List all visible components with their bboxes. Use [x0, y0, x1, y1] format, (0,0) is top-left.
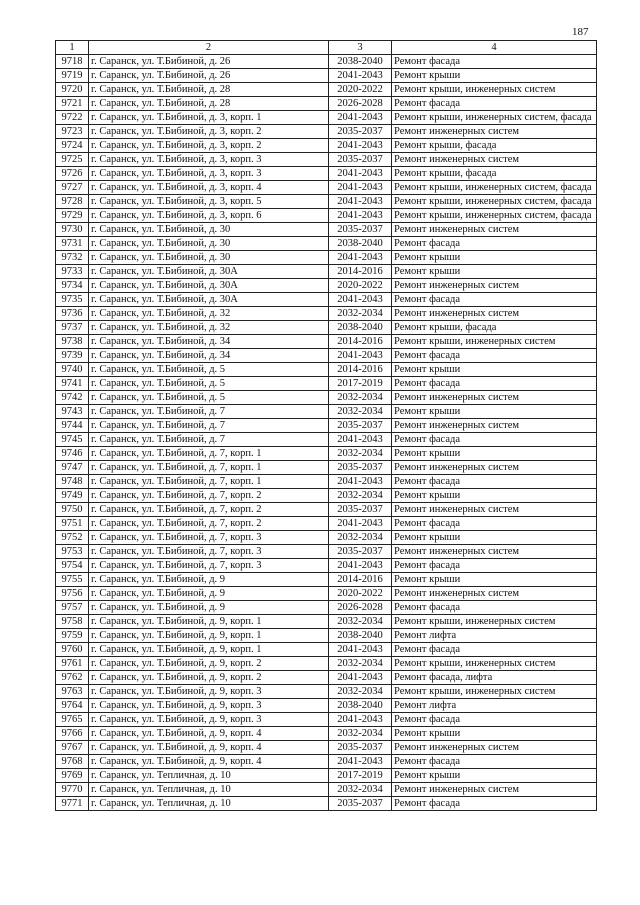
- row-number-cell: 9759: [56, 629, 89, 643]
- row-number-cell: 9751: [56, 517, 89, 531]
- work-type-cell: Ремонт крыши: [392, 405, 597, 419]
- row-number-cell: 9750: [56, 503, 89, 517]
- table-row: [56, 531, 597, 545]
- address-cell: г. Саранск, ул. Т.Бибиной, д. 9, корп. 1: [89, 615, 329, 629]
- period-cell: 2032-2034: [329, 657, 392, 671]
- address-cell: г. Саранск, ул. Т.Бибиной, д. 9, корп. 3: [89, 713, 329, 727]
- address-cell: г. Саранск, ул. Т.Бибиной, д. 9: [89, 601, 329, 615]
- table-row: [56, 377, 597, 391]
- address-cell: г. Саранск, ул. Т.Бибиной, д. 9, корп. 3: [89, 699, 329, 713]
- table-row: [56, 363, 597, 377]
- address-cell: г. Саранск, ул. Т.Бибиной, д. 9, корп. 4: [89, 755, 329, 769]
- table-row: [56, 265, 597, 279]
- row-number-cell: 9748: [56, 475, 89, 489]
- period-cell: 2035-2037: [329, 153, 392, 167]
- address-cell: г. Саранск, ул. Т.Бибиной, д. 3, корп. 6: [89, 209, 329, 223]
- work-type-cell: Ремонт фасада: [392, 559, 597, 573]
- row-number-cell: 9752: [56, 531, 89, 545]
- period-cell: 2041-2043: [329, 111, 392, 125]
- header-cell-1: 1: [56, 41, 89, 55]
- period-cell: 2017-2019: [329, 377, 392, 391]
- table-row: [56, 307, 597, 321]
- header-cell-2: 2: [89, 41, 329, 55]
- row-number-cell: 9718: [56, 55, 89, 69]
- period-cell: 2014-2016: [329, 335, 392, 349]
- row-number-cell: 9729: [56, 209, 89, 223]
- work-type-cell: Ремонт инженерных систем: [392, 587, 597, 601]
- period-cell: 2020-2022: [329, 83, 392, 97]
- row-number-cell: 9760: [56, 643, 89, 657]
- row-number-cell: 9723: [56, 125, 89, 139]
- address-cell: г. Саранск, ул. Т.Бибиной, д. 7, корп. 3: [89, 559, 329, 573]
- period-cell: 2035-2037: [329, 461, 392, 475]
- period-cell: 2041-2043: [329, 433, 392, 447]
- table-row: [56, 783, 597, 797]
- work-type-cell: Ремонт инженерных систем: [392, 461, 597, 475]
- address-cell: г. Саранск, ул. Т.Бибиной, д. 5: [89, 377, 329, 391]
- row-number-cell: 9731: [56, 237, 89, 251]
- row-number-cell: 9755: [56, 573, 89, 587]
- address-cell: г. Саранск, ул. Т.Бибиной, д. 7: [89, 405, 329, 419]
- period-cell: 2041-2043: [329, 69, 392, 83]
- table-row: [56, 475, 597, 489]
- row-number-cell: 9766: [56, 727, 89, 741]
- work-type-cell: Ремонт фасада: [392, 797, 597, 811]
- address-cell: г. Саранск, ул. Т.Бибиной, д. 3, корп. 5: [89, 195, 329, 209]
- period-cell: 2035-2037: [329, 741, 392, 755]
- period-cell: 2038-2040: [329, 237, 392, 251]
- row-number-cell: 9743: [56, 405, 89, 419]
- period-cell: 2041-2043: [329, 349, 392, 363]
- work-type-cell: Ремонт инженерных систем: [392, 153, 597, 167]
- table-row: [56, 559, 597, 573]
- period-cell: 2041-2043: [329, 195, 392, 209]
- row-number-cell: 9720: [56, 83, 89, 97]
- row-number-cell: 9730: [56, 223, 89, 237]
- period-cell: 2035-2037: [329, 223, 392, 237]
- address-cell: г. Саранск, ул. Т.Бибиной, д. 30: [89, 251, 329, 265]
- work-type-cell: Ремонт инженерных систем: [392, 391, 597, 405]
- work-type-cell: Ремонт лифта: [392, 629, 597, 643]
- work-type-cell: Ремонт фасада: [392, 713, 597, 727]
- row-number-cell: 9744: [56, 419, 89, 433]
- period-cell: 2035-2037: [329, 545, 392, 559]
- table-row: [56, 97, 597, 111]
- work-type-cell: Ремонт фасада: [392, 475, 597, 489]
- table-row: [56, 601, 597, 615]
- table-row: [56, 713, 597, 727]
- work-type-cell: Ремонт крыши, инженерных систем, фасада: [392, 195, 597, 209]
- row-number-cell: 9740: [56, 363, 89, 377]
- row-number-cell: 9736: [56, 307, 89, 321]
- period-cell: 2032-2034: [329, 531, 392, 545]
- table-row: [56, 195, 597, 209]
- period-cell: 2038-2040: [329, 321, 392, 335]
- work-type-cell: Ремонт крыши, инженерных систем: [392, 335, 597, 349]
- row-number-cell: 9735: [56, 293, 89, 307]
- table-row: [56, 797, 597, 811]
- address-cell: г. Саранск, ул. Т.Бибиной, д. 7, корп. 3: [89, 545, 329, 559]
- period-cell: 2032-2034: [329, 685, 392, 699]
- period-cell: 2032-2034: [329, 615, 392, 629]
- period-cell: 2035-2037: [329, 503, 392, 517]
- work-type-cell: Ремонт фасада: [392, 55, 597, 69]
- address-cell: г. Саранск, ул. Т.Бибиной, д. 26: [89, 55, 329, 69]
- row-number-cell: 9768: [56, 755, 89, 769]
- address-cell: г. Саранск, ул. Т.Бибиной, д. 3, корп. 1: [89, 111, 329, 125]
- period-cell: 2032-2034: [329, 405, 392, 419]
- row-number-cell: 9732: [56, 251, 89, 265]
- work-type-cell: Ремонт инженерных систем: [392, 279, 597, 293]
- period-cell: 2032-2034: [329, 447, 392, 461]
- period-cell: 2041-2043: [329, 559, 392, 573]
- period-cell: 2020-2022: [329, 279, 392, 293]
- table-row: [56, 545, 597, 559]
- work-type-cell: Ремонт фасада: [392, 237, 597, 251]
- row-number-cell: 9754: [56, 559, 89, 573]
- address-cell: г. Саранск, ул. Т.Бибиной, д. 9, корп. 1: [89, 629, 329, 643]
- address-cell: г. Саранск, ул. Т.Бибиной, д. 30А: [89, 293, 329, 307]
- address-cell: г. Саранск, ул. Т.Бибиной, д. 7, корп. 3: [89, 531, 329, 545]
- work-type-cell: Ремонт крыши: [392, 251, 597, 265]
- table-row: [56, 237, 597, 251]
- table-row: [56, 727, 597, 741]
- period-cell: 2038-2040: [329, 699, 392, 713]
- work-type-cell: Ремонт крыши, фасада: [392, 139, 597, 153]
- work-type-cell: Ремонт фасада: [392, 601, 597, 615]
- work-type-cell: Ремонт фасада: [392, 755, 597, 769]
- header-cell-3: 3: [329, 41, 392, 55]
- period-cell: 2032-2034: [329, 489, 392, 503]
- table-row: [56, 391, 597, 405]
- work-type-cell: Ремонт крыши, инженерных систем: [392, 657, 597, 671]
- period-cell: 2014-2016: [329, 573, 392, 587]
- work-type-cell: Ремонт фасада: [392, 517, 597, 531]
- table-row: [56, 629, 597, 643]
- period-cell: 2035-2037: [329, 125, 392, 139]
- period-cell: 2032-2034: [329, 307, 392, 321]
- row-number-cell: 9741: [56, 377, 89, 391]
- row-number-cell: 9739: [56, 349, 89, 363]
- address-cell: г. Саранск, ул. Тепличная, д. 10: [89, 797, 329, 811]
- period-cell: 2041-2043: [329, 251, 392, 265]
- address-cell: г. Саранск, ул. Т.Бибиной, д. 9, корп. 3: [89, 685, 329, 699]
- table-body: [56, 55, 597, 811]
- address-cell: г. Саранск, ул. Т.Бибиной, д. 9, корп. 2: [89, 671, 329, 685]
- table-row: [56, 657, 597, 671]
- period-cell: 2020-2022: [329, 587, 392, 601]
- period-cell: 2041-2043: [329, 713, 392, 727]
- address-cell: г. Саранск, ул. Т.Бибиной, д. 26: [89, 69, 329, 83]
- row-number-cell: 9749: [56, 489, 89, 503]
- address-cell: г. Саранск, ул. Т.Бибиной, д. 5: [89, 391, 329, 405]
- table-row: [56, 671, 597, 685]
- address-cell: г. Саранск, ул. Т.Бибиной, д. 9: [89, 587, 329, 601]
- table-row: [56, 321, 597, 335]
- period-cell: 2032-2034: [329, 727, 392, 741]
- address-cell: г. Саранск, ул. Т.Бибиной, д. 3, корп. 3: [89, 153, 329, 167]
- page-number: 187: [572, 26, 589, 38]
- row-number-cell: 9746: [56, 447, 89, 461]
- row-number-cell: 9771: [56, 797, 89, 811]
- table-row: [56, 447, 597, 461]
- address-cell: г. Саранск, ул. Т.Бибиной, д. 30А: [89, 279, 329, 293]
- work-type-cell: Ремонт крыши, инженерных систем, фасада: [392, 209, 597, 223]
- row-number-cell: 9765: [56, 713, 89, 727]
- work-type-cell: Ремонт крыши: [392, 69, 597, 83]
- work-type-cell: Ремонт крыши: [392, 489, 597, 503]
- work-type-cell: Ремонт крыши, фасада: [392, 167, 597, 181]
- table-row: [56, 517, 597, 531]
- table-row: [56, 55, 597, 69]
- work-type-cell: Ремонт фасада: [392, 377, 597, 391]
- row-number-cell: 9727: [56, 181, 89, 195]
- table-row: [56, 153, 597, 167]
- address-cell: г. Саранск, ул. Т.Бибиной, д. 7, корп. 1: [89, 461, 329, 475]
- table-row: [56, 685, 597, 699]
- table-row: [56, 181, 597, 195]
- period-cell: 2038-2040: [329, 55, 392, 69]
- work-type-cell: Ремонт крыши: [392, 769, 597, 783]
- period-cell: 2041-2043: [329, 209, 392, 223]
- address-cell: г. Саранск, ул. Т.Бибиной, д. 32: [89, 321, 329, 335]
- work-type-cell: Ремонт крыши: [392, 363, 597, 377]
- address-cell: г. Саранск, ул. Т.Бибиной, д. 32: [89, 307, 329, 321]
- address-cell: г. Саранск, ул. Т.Бибиной, д. 3, корп. 3: [89, 167, 329, 181]
- table-row: [56, 293, 597, 307]
- period-cell: 2041-2043: [329, 643, 392, 657]
- period-cell: 2032-2034: [329, 391, 392, 405]
- period-cell: 2026-2028: [329, 601, 392, 615]
- table-row: [56, 69, 597, 83]
- address-cell: г. Саранск, ул. Т.Бибиной, д. 5: [89, 363, 329, 377]
- address-cell: г. Саранск, ул. Т.Бибиной, д. 34: [89, 349, 329, 363]
- row-number-cell: 9745: [56, 433, 89, 447]
- table-row: [56, 125, 597, 139]
- row-number-cell: 9762: [56, 671, 89, 685]
- table-row: [56, 643, 597, 657]
- table-row: [56, 279, 597, 293]
- period-cell: 2035-2037: [329, 419, 392, 433]
- work-type-cell: Ремонт крыши, инженерных систем: [392, 615, 597, 629]
- row-number-cell: 9742: [56, 391, 89, 405]
- address-cell: г. Саранск, ул. Тепличная, д. 10: [89, 769, 329, 783]
- table-header: [56, 41, 597, 55]
- work-type-cell: Ремонт фасада: [392, 433, 597, 447]
- row-number-cell: 9721: [56, 97, 89, 111]
- period-cell: 2041-2043: [329, 475, 392, 489]
- period-cell: 2014-2016: [329, 363, 392, 377]
- address-cell: г. Саранск, ул. Т.Бибиной, д. 3, корп. 2: [89, 139, 329, 153]
- work-type-cell: Ремонт фасада: [392, 97, 597, 111]
- row-number-cell: 9734: [56, 279, 89, 293]
- work-type-cell: Ремонт крыши: [392, 265, 597, 279]
- table-row: [56, 755, 597, 769]
- row-number-cell: 9724: [56, 139, 89, 153]
- row-number-cell: 9738: [56, 335, 89, 349]
- work-type-cell: Ремонт инженерных систем: [392, 307, 597, 321]
- table-row: [56, 699, 597, 713]
- table-row: [56, 405, 597, 419]
- row-number-cell: 9747: [56, 461, 89, 475]
- row-number-cell: 9722: [56, 111, 89, 125]
- period-cell: 2032-2034: [329, 783, 392, 797]
- work-type-cell: Ремонт крыши, инженерных систем, фасада: [392, 181, 597, 195]
- row-number-cell: 9758: [56, 615, 89, 629]
- row-number-cell: 9728: [56, 195, 89, 209]
- period-cell: 2038-2040: [329, 629, 392, 643]
- table-row: [56, 223, 597, 237]
- address-cell: г. Саранск, ул. Т.Бибиной, д. 7, корп. 2: [89, 489, 329, 503]
- period-cell: 2041-2043: [329, 671, 392, 685]
- address-cell: г. Саранск, ул. Т.Бибиной, д. 28: [89, 83, 329, 97]
- period-cell: 2041-2043: [329, 293, 392, 307]
- table-row: [56, 433, 597, 447]
- table-row: [56, 573, 597, 587]
- address-cell: г. Саранск, ул. Тепличная, д. 10: [89, 783, 329, 797]
- address-cell: г. Саранск, ул. Т.Бибиной, д. 30: [89, 237, 329, 251]
- row-number-cell: 9737: [56, 321, 89, 335]
- work-type-cell: Ремонт инженерных систем: [392, 503, 597, 517]
- header-row: [56, 41, 597, 55]
- table-row: [56, 615, 597, 629]
- address-cell: г. Саранск, ул. Т.Бибиной, д. 9: [89, 573, 329, 587]
- row-number-cell: 9753: [56, 545, 89, 559]
- work-type-cell: Ремонт инженерных систем: [392, 741, 597, 755]
- row-number-cell: 9761: [56, 657, 89, 671]
- table-row: [56, 111, 597, 125]
- work-type-cell: Ремонт инженерных систем: [392, 783, 597, 797]
- table-row: [56, 741, 597, 755]
- table-row: [56, 83, 597, 97]
- row-number-cell: 9769: [56, 769, 89, 783]
- address-cell: г. Саранск, ул. Т.Бибиной, д. 9, корп. 4: [89, 741, 329, 755]
- address-cell: г. Саранск, ул. Т.Бибиной, д. 28: [89, 97, 329, 111]
- work-type-cell: Ремонт крыши, инженерных систем, фасада: [392, 111, 597, 125]
- row-number-cell: 9756: [56, 587, 89, 601]
- row-number-cell: 9757: [56, 601, 89, 615]
- work-type-cell: Ремонт инженерных систем: [392, 223, 597, 237]
- row-number-cell: 9767: [56, 741, 89, 755]
- address-cell: г. Саранск, ул. Т.Бибиной, д. 7: [89, 433, 329, 447]
- address-cell: г. Саранск, ул. Т.Бибиной, д. 7, корп. 1: [89, 447, 329, 461]
- row-number-cell: 9733: [56, 265, 89, 279]
- period-cell: 2041-2043: [329, 517, 392, 531]
- address-cell: г. Саранск, ул. Т.Бибиной, д. 34: [89, 335, 329, 349]
- work-type-cell: Ремонт фасада: [392, 293, 597, 307]
- table-row: [56, 139, 597, 153]
- row-number-cell: 9725: [56, 153, 89, 167]
- work-type-cell: Ремонт крыши, инженерных систем: [392, 685, 597, 699]
- row-number-cell: 9763: [56, 685, 89, 699]
- address-cell: г. Саранск, ул. Т.Бибиной, д. 7, корп. 2: [89, 503, 329, 517]
- work-type-cell: Ремонт крыши: [392, 447, 597, 461]
- address-cell: г. Саранск, ул. Т.Бибиной, д. 3, корп. 4: [89, 181, 329, 195]
- row-number-cell: 9719: [56, 69, 89, 83]
- period-cell: 2014-2016: [329, 265, 392, 279]
- address-cell: г. Саранск, ул. Т.Бибиной, д. 30А: [89, 265, 329, 279]
- table-row: [56, 419, 597, 433]
- period-cell: 2041-2043: [329, 139, 392, 153]
- table-row: [56, 769, 597, 783]
- table-row: [56, 587, 597, 601]
- work-type-cell: Ремонт крыши: [392, 573, 597, 587]
- address-cell: г. Саранск, ул. Т.Бибиной, д. 9, корп. 4: [89, 727, 329, 741]
- address-cell: г. Саранск, ул. Т.Бибиной, д. 7: [89, 419, 329, 433]
- address-cell: г. Саранск, ул. Т.Бибиной, д. 9, корп. 2: [89, 657, 329, 671]
- work-type-cell: Ремонт фасада: [392, 643, 597, 657]
- table-row: [56, 251, 597, 265]
- period-cell: 2041-2043: [329, 755, 392, 769]
- address-cell: г. Саранск, ул. Т.Бибиной, д. 7, корп. 1: [89, 475, 329, 489]
- period-cell: 2041-2043: [329, 181, 392, 195]
- address-cell: г. Саранск, ул. Т.Бибиной, д. 7, корп. 2: [89, 517, 329, 531]
- period-cell: 2026-2028: [329, 97, 392, 111]
- work-type-cell: Ремонт фасада: [392, 349, 597, 363]
- address-cell: г. Саранск, ул. Т.Бибиной, д. 30: [89, 223, 329, 237]
- table-row: [56, 489, 597, 503]
- period-cell: 2035-2037: [329, 797, 392, 811]
- table-row: [56, 209, 597, 223]
- work-type-cell: Ремонт крыши: [392, 531, 597, 545]
- table-row: [56, 503, 597, 517]
- work-type-cell: Ремонт лифта: [392, 699, 597, 713]
- address-cell: г. Саранск, ул. Т.Бибиной, д. 3, корп. 2: [89, 125, 329, 139]
- work-type-cell: Ремонт инженерных систем: [392, 419, 597, 433]
- address-cell: г. Саранск, ул. Т.Бибиной, д. 9, корп. 1: [89, 643, 329, 657]
- work-type-cell: Ремонт крыши, фасада: [392, 321, 597, 335]
- table-row: [56, 349, 597, 363]
- header-cell-4: 4: [392, 41, 597, 55]
- row-number-cell: 9726: [56, 167, 89, 181]
- repair-schedule-table: [55, 40, 597, 811]
- period-cell: 2017-2019: [329, 769, 392, 783]
- work-type-cell: Ремонт крыши, инженерных систем: [392, 83, 597, 97]
- work-type-cell: Ремонт инженерных систем: [392, 125, 597, 139]
- table-row: [56, 461, 597, 475]
- period-cell: 2041-2043: [329, 167, 392, 181]
- table-row: [56, 167, 597, 181]
- work-type-cell: Ремонт инженерных систем: [392, 545, 597, 559]
- row-number-cell: 9764: [56, 699, 89, 713]
- table-row: [56, 335, 597, 349]
- work-type-cell: Ремонт крыши: [392, 727, 597, 741]
- work-type-cell: Ремонт фасада, лифта: [392, 671, 597, 685]
- row-number-cell: 9770: [56, 783, 89, 797]
